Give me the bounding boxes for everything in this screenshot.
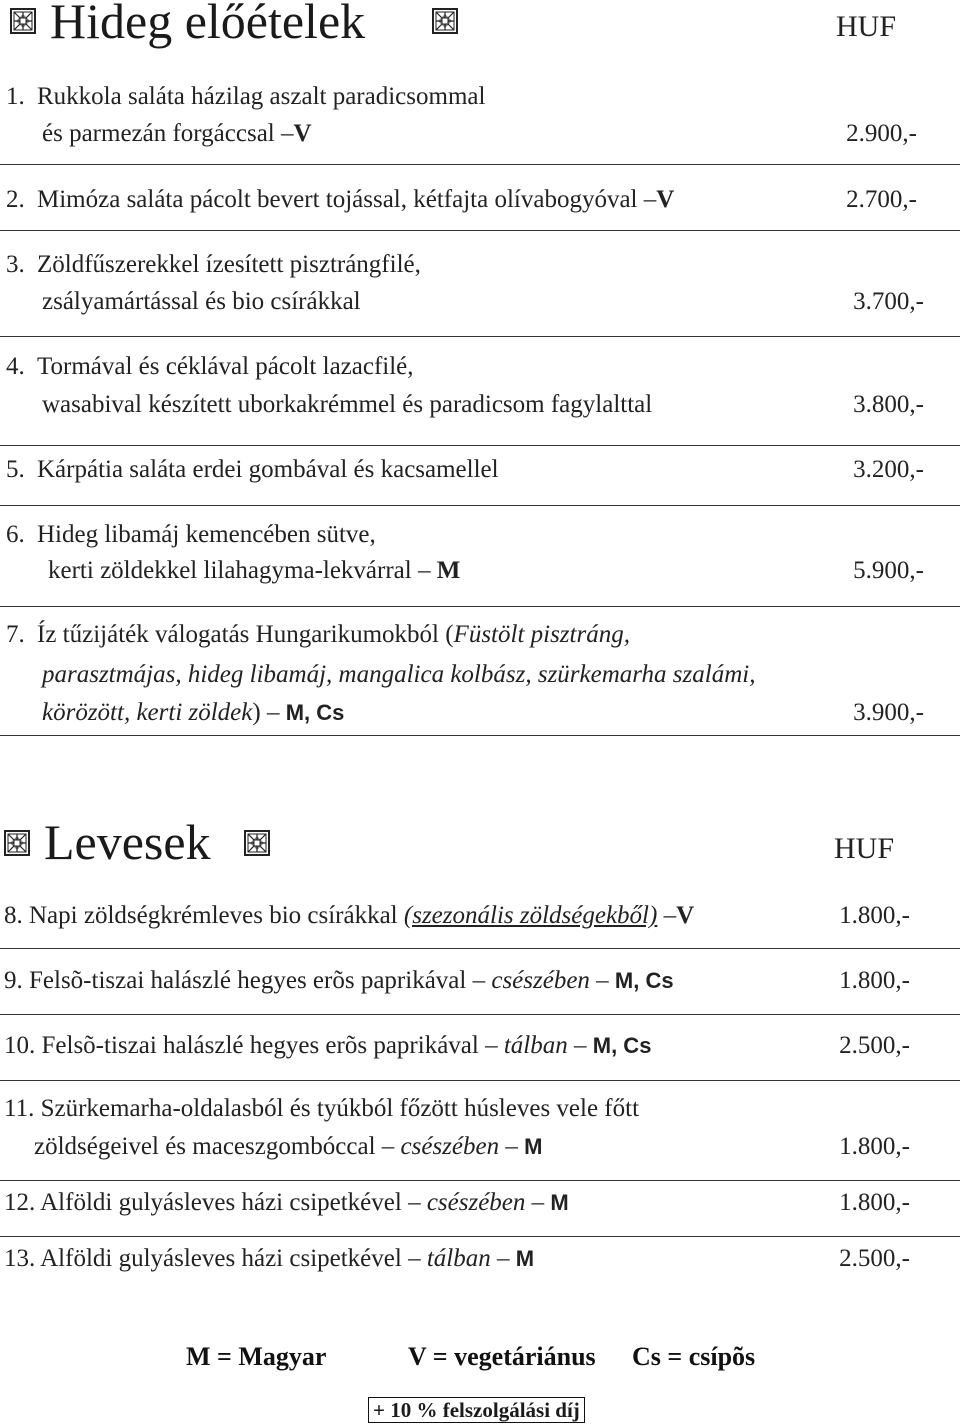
menu-item: 4. Tormával és céklával pácolt lazacfilé, [6, 353, 414, 380]
item-number: 6. [6, 521, 25, 548]
menu-item: 6. Hideg libamáj kemencében sütve, [6, 521, 376, 548]
item-price: 3.200,- [853, 456, 924, 483]
diet-tag: M [524, 1134, 543, 1159]
ornament-icon [244, 830, 270, 856]
item-price: 2.500,- [839, 1245, 910, 1272]
diet-tag: M [550, 1190, 569, 1215]
menu-item: 10. Felsõ-tiszai halászlé hegyes erõs paprikával – tálban – M, Cs [4, 1032, 652, 1059]
service-charge-note: + 10 % felszolgálási díj [368, 1397, 585, 1423]
menu-item: 8. Napi zöldségkrémleves bio csírákkal (szezonális zöldségekből) –V [4, 902, 695, 929]
diet-tag: V [293, 120, 312, 147]
item-number: 13. [4, 1245, 36, 1272]
ornament-icon [10, 8, 36, 34]
currency-label: HUF [834, 832, 895, 865]
menu-item: 7. Íz tűzijáték válogatás Hungarikumokból (Füstölt pisztráng, [6, 621, 630, 648]
item-price: 3.900,- [853, 699, 924, 726]
diet-tag: M, Cs [592, 1033, 652, 1058]
legend-spicy: Cs = csípõs [632, 1342, 756, 1371]
diet-tag: V [656, 186, 675, 213]
item-price: 2.500,- [839, 1032, 910, 1059]
ornament-icon [4, 830, 30, 856]
item-price: 3.700,- [853, 288, 924, 315]
divider [0, 1180, 960, 1181]
divider [0, 505, 960, 506]
section-title: Levesek [44, 814, 211, 870]
item-description-line: és parmezán forgáccsal –V [42, 120, 312, 147]
item-price: 2.700,- [846, 186, 917, 213]
menu-item [6, 84, 485, 109]
item-price: 5.900,- [853, 557, 924, 584]
diet-tag: V [676, 902, 695, 929]
ornament-icon [432, 8, 458, 34]
diet-tag: M, Cs [614, 968, 674, 993]
item-price: 1.800,- [839, 967, 910, 994]
menu-item: 11. Szürkemarha-oldalasból és tyúkból főzött húsleves vele főtt [4, 1095, 640, 1122]
diet-tag: M, Cs [285, 700, 345, 725]
menu-item: 12. Alföldi gulyásleves házi csipetkével – csészében – M [4, 1189, 569, 1216]
item-price: 2.900,- [846, 120, 917, 147]
divider [0, 336, 960, 337]
divider [0, 606, 960, 607]
divider [0, 735, 960, 736]
divider [0, 445, 960, 446]
legend-magyar: M = Magyar [186, 1342, 327, 1371]
item-price: 1.800,- [839, 1133, 910, 1160]
item-number: 9. [4, 967, 23, 994]
item-number: 1. [6, 83, 25, 110]
item-number: 8. [4, 902, 23, 929]
legend-vegetarian: V = vegetáriánus [408, 1342, 596, 1371]
item-number: 3. [6, 251, 25, 278]
item-description-line: wasabival készített uborkakrémmel és paradicsom fagylalttal [42, 391, 653, 418]
item-description-line: körözött, kerti zöldek) – M, Cs [42, 699, 345, 726]
item-description-line: kerti zöldekkel lilahagyma-lekvárral – M [48, 557, 461, 584]
menu-item: 2. Mimóza saláta pácolt bevert tojással, kétfajta olívabogyóval –V [6, 186, 675, 213]
divider [0, 164, 960, 165]
item-number: 2. [6, 186, 25, 213]
diet-tag: M [436, 557, 461, 584]
item-price: 1.800,- [839, 902, 910, 929]
item-price: 1.800,- [839, 1189, 910, 1216]
divider [0, 1014, 960, 1015]
item-number: 4. [6, 353, 25, 380]
item-description-line: zöldségeivel és maceszgombóccal – csészében – M [34, 1133, 543, 1160]
item-price: 3.800,- [853, 391, 924, 418]
item-number: 5. [6, 456, 25, 483]
divider [0, 1080, 960, 1081]
menu-item: 5. Kárpátia saláta erdei gombával és kacsamellel [6, 456, 499, 483]
menu-item: 13. Alföldi gulyásleves házi csipetkével – tálban – M [4, 1245, 535, 1272]
item-description-line: zsályamártással és bio csírákkal [42, 288, 361, 315]
divider [0, 948, 960, 949]
currency-label: HUF [836, 10, 897, 43]
section-title: Hideg előételek [50, 0, 366, 49]
menu-item: 3. Zöldfűszerekkel ízesített pisztrángfilé, [6, 251, 421, 278]
item-number: 11. [4, 1095, 35, 1122]
menu-item: 9. Felsõ-tiszai halászlé hegyes erõs paprikával – csészében – M, Cs [4, 967, 674, 994]
divider [0, 230, 960, 231]
item-number: 10. [4, 1032, 36, 1059]
item-number: 7. [6, 621, 25, 648]
item-number: 12. [4, 1189, 36, 1216]
divider [0, 1236, 960, 1237]
item-description-line: parasztmájas, hideg libamáj, mangalica kolbász, szürkemarha szalámi, [42, 661, 756, 688]
item-description: Rukkola saláta házilag aszalt paradicsommal [37, 83, 486, 110]
diet-tag: M [515, 1246, 535, 1271]
